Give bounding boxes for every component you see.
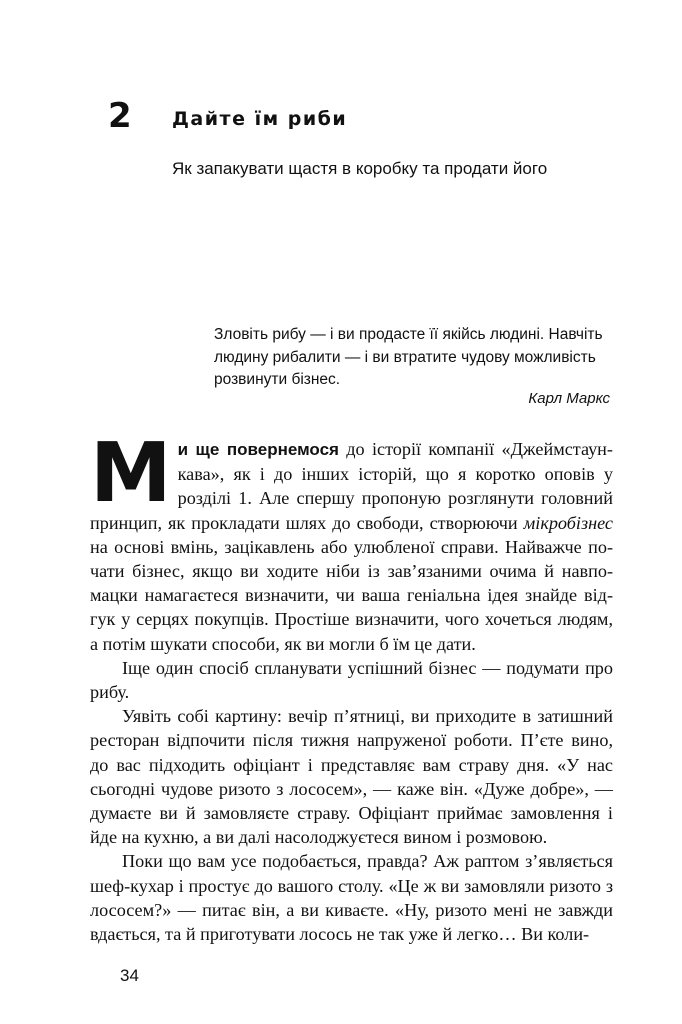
lead-in: и ще повернемося — [177, 440, 339, 459]
epigraph-author: Карл Маркс — [528, 390, 610, 407]
paragraph: Іще один спосіб спланувати успішний бізнес — подумати про рибу. — [90, 657, 613, 703]
chapter-number: 2 — [108, 96, 132, 136]
page-number: 34 — [120, 966, 139, 985]
paragraph: Уявіть собі картину: вечір п’ятниці, ви приходите в затишний ресторан відпочити після тижня напруженої роботи. П’єте вино, до вас підходить офіціант і представляє вам страву дня. «У нас сьогодні чудове ризото з лососем», — каже він. «Дуже добре», — думаєте ви й замовляєте страву. Офіціант приймає замовлення і йде на кухню, а ви далі насолоджуєтеся вином і розмовою. — [90, 706, 613, 848]
paragraph: Поки що вам усе подобається, правда? Аж раптом з’являється шеф-кухар і простує до вашого столу. «Це ж ви замовляли ризото з лососем?» — питає він, а ви киваєте. «Ну, ризото мені не завжди вдається, та й приготувати лосось не так уже й легко… Ви коли- — [90, 851, 613, 945]
paragraph-text: до історії компанії «Джеймстаун-кава», як і до інших історій, що я коротко оповів у розділі 1. Але спершу пропоную розглянути головний принцип, як прокладати шлях до свободи, створюючи — [90, 439, 613, 533]
body-text — [90, 426, 613, 946]
paragraph — [90, 426, 613, 656]
chapter-subtitle: Як запакувати щастя в коробку та продати його — [172, 159, 548, 178]
emphasis-text: мікробізнес — [523, 512, 613, 533]
chapter-title: Дайте їм риби — [172, 108, 348, 130]
drop-cap: М — [90, 426, 170, 521]
epigraph-quote: Зловіть рибу — і ви продасте її якійсь людині. Навчіть людину рибалити — і ви втратите чудову можливість розвинути бізнес. — [214, 326, 603, 388]
paragraph-text: на основі вмінь, зацікавлень або улюбленої справи. Найважче почати бізнес, якщо ви ходите ніби із зав’язаними очима й навпомацки намагаєтеся визначити, чи ваша геніальна ідея знайде відгук у серцях покупців. Простіше визначити, чого хочеться людям, а потім шукати способи, як ви могли б їм це дати. — [90, 536, 613, 654]
